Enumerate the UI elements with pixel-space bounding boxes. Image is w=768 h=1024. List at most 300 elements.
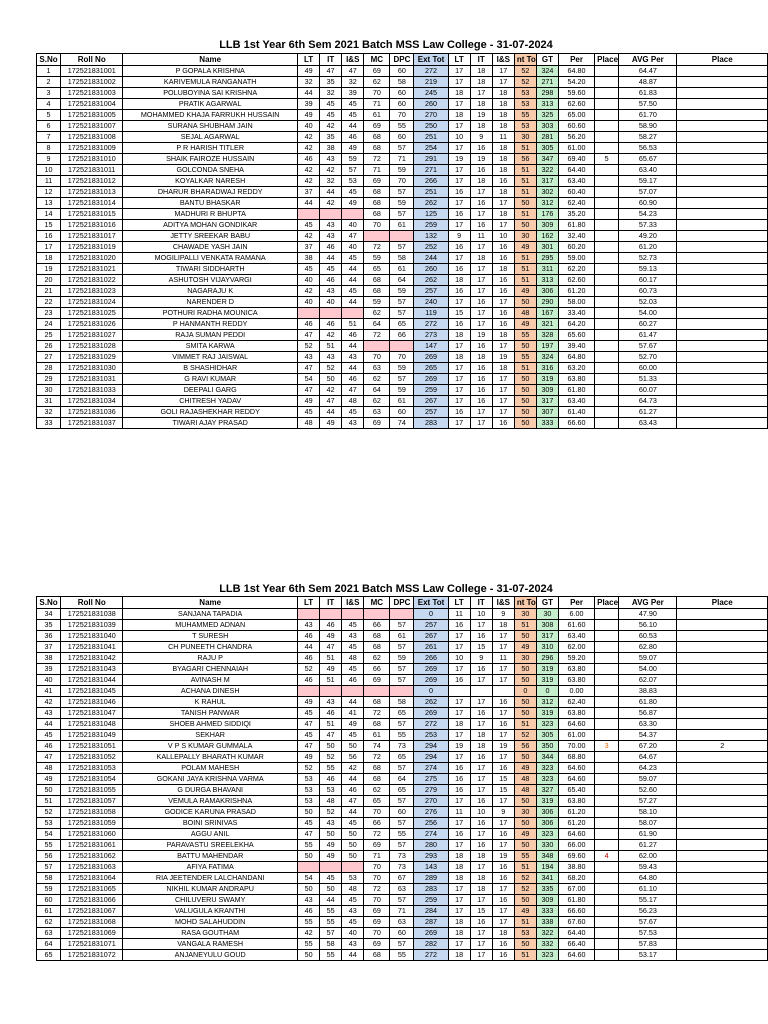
cell-ext-tot: 291	[414, 154, 448, 165]
cell-ext-lt: 52	[298, 763, 320, 774]
cell-gt: 309	[536, 220, 558, 231]
cell-avg-place: 2	[677, 741, 768, 752]
cell-sno: 19	[37, 264, 61, 275]
cell-place	[595, 697, 619, 708]
cell-ext-lt	[298, 609, 320, 620]
cell-int-lt: 17	[448, 385, 470, 396]
cell-sno: 55	[37, 840, 61, 851]
cell-ext-is: 50	[342, 829, 364, 840]
cell-ext-it: 57	[320, 928, 342, 939]
cell-avg-per: 64.80	[619, 873, 677, 884]
cell-int-lt: 16	[448, 675, 470, 686]
cell-avg-place	[677, 330, 768, 341]
cell-roll-no: 172521831054	[61, 774, 123, 785]
cell-gt: 0	[536, 686, 558, 697]
cell-place	[595, 774, 619, 785]
column-header-gt: GT	[536, 597, 558, 609]
cell-ext-mc: 70	[364, 895, 390, 906]
cell-int-it: 18	[470, 851, 492, 862]
cell-int-lt: 16	[448, 319, 470, 330]
cell-ext-mc: 70	[364, 873, 390, 884]
cell-ext-dpc: 57	[390, 895, 414, 906]
column-header-place: Place	[595, 54, 619, 66]
cell-int-it: 17	[470, 264, 492, 275]
cell-sno: 65	[37, 950, 61, 961]
table-row	[37, 231, 768, 242]
cell-ext-mc: 72	[364, 829, 390, 840]
cell-int-tot: 50	[514, 675, 536, 686]
cell-int-tot: 30	[514, 609, 536, 620]
table-row	[37, 763, 768, 774]
cell-gt: 317	[536, 176, 558, 187]
cell-gt: 311	[536, 264, 558, 275]
cell-int-it: 17	[470, 88, 492, 99]
cell-sno: 2	[37, 77, 61, 88]
table-row	[37, 308, 768, 319]
cell-roll-no: 172521831034	[61, 396, 123, 407]
cell-avg-place	[677, 77, 768, 88]
column-header-per: Per	[558, 597, 594, 609]
cell-roll-no: 172521831019	[61, 242, 123, 253]
cell-ext-mc: 68	[364, 950, 390, 961]
cell-ext-tot: 250	[414, 121, 448, 132]
table-row	[37, 198, 768, 209]
cell-int-lt: 16	[448, 286, 470, 297]
cell-int-tot: 56	[514, 154, 536, 165]
cell-gt: 271	[536, 77, 558, 88]
cell-roll-no: 172521831027	[61, 330, 123, 341]
cell-ext-dpc: 57	[390, 187, 414, 198]
cell-ext-mc: 68	[364, 719, 390, 730]
cell-int-it: 18	[470, 99, 492, 110]
cell-int-lt: 17	[448, 143, 470, 154]
cell-gt: 197	[536, 341, 558, 352]
cell-ext-tot: 257	[414, 286, 448, 297]
cell-per: 64.80	[558, 66, 594, 77]
cell-roll-no: 172521831046	[61, 697, 123, 708]
cell-ext-it: 49	[320, 664, 342, 675]
cell-ext-dpc: 60	[390, 88, 414, 99]
cell-int-lt: 11	[448, 609, 470, 620]
cell-ext-tot: 143	[414, 862, 448, 873]
cell-ext-mc: 65	[364, 264, 390, 275]
cell-avg-per: 61.27	[619, 407, 677, 418]
column-header-int-it: IT	[470, 597, 492, 609]
table-row	[37, 132, 768, 143]
cell-int-lt: 18	[448, 928, 470, 939]
cell-avg-per: 62.07	[619, 675, 677, 686]
cell-ext-lt: 46	[298, 154, 320, 165]
cell-ext-is: 45	[342, 730, 364, 741]
cell-gt: 348	[536, 851, 558, 862]
cell-ext-lt: 42	[298, 286, 320, 297]
cell-avg-per: 67.20	[619, 741, 677, 752]
cell-ext-lt: 42	[298, 176, 320, 187]
cell-place	[595, 374, 619, 385]
cell-gt: 319	[536, 374, 558, 385]
cell-ext-is: 42	[342, 763, 364, 774]
cell-int-is: 18	[492, 121, 514, 132]
cell-ext-mc: 69	[364, 840, 390, 851]
cell-avg-place	[677, 363, 768, 374]
cell-place	[595, 77, 619, 88]
cell-int-tot: 50	[514, 895, 536, 906]
cell-place	[595, 341, 619, 352]
cell-avg-place	[677, 286, 768, 297]
cell-per: 67.60	[558, 917, 594, 928]
cell-per: 61.80	[558, 895, 594, 906]
column-header-ext-dpc: DPC	[390, 597, 414, 609]
cell-ext-is: 44	[342, 297, 364, 308]
cell-ext-it: 44	[320, 895, 342, 906]
cell-name: K RAHUL	[123, 697, 298, 708]
cell-ext-mc: 61	[364, 110, 390, 121]
cell-int-tot: 51	[514, 264, 536, 275]
table-row	[37, 396, 768, 407]
table-row	[37, 154, 768, 165]
cell-ext-it: 43	[320, 231, 342, 242]
cell-int-it: 11	[470, 231, 492, 242]
cell-ext-is: 49	[342, 198, 364, 209]
cell-ext-is: 45	[342, 642, 364, 653]
cell-ext-dpc: 58	[390, 697, 414, 708]
cell-int-tot: 52	[514, 66, 536, 77]
cell-ext-it	[320, 862, 342, 873]
cell-ext-is: 53	[342, 873, 364, 884]
cell-per: 64.80	[558, 352, 594, 363]
cell-per: 61.00	[558, 730, 594, 741]
cell-int-lt: 18	[448, 862, 470, 873]
cell-ext-it: 32	[320, 176, 342, 187]
cell-ext-it: 58	[320, 939, 342, 950]
cell-name: SURANA SHUBHAM JAIN	[123, 121, 298, 132]
cell-ext-mc: 72	[364, 708, 390, 719]
table-row	[37, 275, 768, 286]
cell-ext-tot: 262	[414, 198, 448, 209]
cell-ext-it: 43	[320, 697, 342, 708]
cell-int-tot: 50	[514, 418, 536, 429]
cell-ext-is: 44	[342, 807, 364, 818]
cell-per: 66.60	[558, 418, 594, 429]
cell-int-tot: 50	[514, 697, 536, 708]
cell-avg-place	[677, 154, 768, 165]
cell-ext-lt: 54	[298, 873, 320, 884]
table-row	[37, 121, 768, 132]
cell-avg-place	[677, 220, 768, 231]
cell-int-lt: 17	[448, 697, 470, 708]
cell-ext-dpc: 57	[390, 818, 414, 829]
cell-ext-it: 47	[320, 730, 342, 741]
cell-name: MOGILIPALLI VENKATA RAMANA	[123, 253, 298, 264]
cell-avg-place	[677, 121, 768, 132]
cell-ext-dpc: 65	[390, 319, 414, 330]
column-header-roll-no: Roll No	[61, 54, 123, 66]
cell-int-tot: 55	[514, 851, 536, 862]
cell-name: SMITA KARWA	[123, 341, 298, 352]
table-row	[37, 752, 768, 763]
cell-gt: 313	[536, 275, 558, 286]
cell-ext-it: 50	[320, 884, 342, 895]
cell-avg-place	[677, 807, 768, 818]
cell-int-lt: 17	[448, 418, 470, 429]
cell-roll-no: 172521831015	[61, 209, 123, 220]
cell-int-tot: 53	[514, 88, 536, 99]
cell-ext-is	[342, 862, 364, 873]
cell-ext-it: 45	[320, 110, 342, 121]
cell-ext-tot: 272	[414, 66, 448, 77]
table-row	[37, 609, 768, 620]
cell-ext-is: 57	[342, 165, 364, 176]
cell-place	[595, 796, 619, 807]
cell-avg-place	[677, 950, 768, 961]
cell-int-is: 11	[492, 653, 514, 664]
cell-per: 59.00	[558, 253, 594, 264]
cell-roll-no: 172521831061	[61, 840, 123, 851]
cell-int-it: 16	[470, 796, 492, 807]
cell-gt: 317	[536, 396, 558, 407]
cell-ext-is: 40	[342, 220, 364, 231]
cell-int-is: 11	[492, 132, 514, 143]
cell-ext-dpc: 59	[390, 165, 414, 176]
cell-sno: 40	[37, 675, 61, 686]
cell-ext-is: 48	[342, 396, 364, 407]
cell-int-is: 17	[492, 675, 514, 686]
column-header-place: Place	[595, 597, 619, 609]
cell-place	[595, 664, 619, 675]
cell-int-is: 16	[492, 697, 514, 708]
cell-name: SEKHAR	[123, 730, 298, 741]
cell-int-lt: 17	[448, 297, 470, 308]
cell-ext-is: 59	[342, 154, 364, 165]
cell-roll-no: 172521831053	[61, 763, 123, 774]
cell-per: 61.80	[558, 385, 594, 396]
cell-ext-dpc: 73	[390, 851, 414, 862]
cell-ext-lt: 47	[298, 363, 320, 374]
cell-per: 35.20	[558, 209, 594, 220]
cell-ext-tot: 265	[414, 363, 448, 374]
cell-roll-no: 172521831029	[61, 352, 123, 363]
cell-sno: 42	[37, 697, 61, 708]
cell-ext-lt: 46	[298, 906, 320, 917]
cell-int-lt: 10	[448, 132, 470, 143]
cell-avg-place	[677, 851, 768, 862]
cell-ext-dpc: 60	[390, 407, 414, 418]
cell-int-it: 17	[470, 785, 492, 796]
cell-ext-is: 44	[342, 341, 364, 352]
cell-roll-no: 172521831063	[61, 862, 123, 873]
cell-ext-it: 46	[320, 774, 342, 785]
cell-roll-no: 172521831044	[61, 675, 123, 686]
cell-ext-is: 39	[342, 88, 364, 99]
cell-ext-lt: 45	[298, 264, 320, 275]
cell-gt: 309	[536, 895, 558, 906]
cell-ext-tot: 271	[414, 165, 448, 176]
cell-sno: 56	[37, 851, 61, 862]
cell-ext-mc	[364, 686, 390, 697]
cell-ext-it: 42	[320, 121, 342, 132]
cell-int-it: 10	[470, 807, 492, 818]
cell-ext-is: 46	[342, 132, 364, 143]
cell-ext-dpc: 55	[390, 121, 414, 132]
cell-int-it: 19	[470, 110, 492, 121]
cell-ext-mc: 70	[364, 862, 390, 873]
cell-sno: 29	[37, 374, 61, 385]
cell-int-tot: 50	[514, 664, 536, 675]
cell-ext-is: 45	[342, 620, 364, 631]
cell-ext-lt: 39	[298, 99, 320, 110]
cell-ext-tot: 240	[414, 297, 448, 308]
cell-roll-no: 172521831039	[61, 620, 123, 631]
cell-place	[595, 719, 619, 730]
cell-avg-place	[677, 198, 768, 209]
cell-ext-it: 55	[320, 917, 342, 928]
column-header-ext-tot: Ext Tot	[414, 597, 448, 609]
cell-avg-place	[677, 418, 768, 429]
cell-ext-tot: 253	[414, 730, 448, 741]
cell-int-tot: 53	[514, 121, 536, 132]
cell-int-tot: 56	[514, 741, 536, 752]
cell-name: CHITRESH YADAV	[123, 396, 298, 407]
cell-ext-tot: 251	[414, 187, 448, 198]
cell-ext-dpc: 57	[390, 642, 414, 653]
cell-ext-lt: 42	[298, 132, 320, 143]
cell-ext-is: 44	[342, 950, 364, 961]
cell-per: 65.60	[558, 330, 594, 341]
cell-int-lt: 17	[448, 752, 470, 763]
cell-ext-tot: 132	[414, 231, 448, 242]
cell-place	[595, 242, 619, 253]
cell-place	[595, 330, 619, 341]
cell-avg-place	[677, 609, 768, 620]
cell-int-it: 16	[470, 708, 492, 719]
cell-avg-place	[677, 165, 768, 176]
column-header-int-tot: nt To	[514, 54, 536, 66]
cell-place	[595, 308, 619, 319]
cell-per: 0.00	[558, 686, 594, 697]
cell-int-it: 17	[470, 286, 492, 297]
cell-ext-dpc: 59	[390, 198, 414, 209]
cell-int-tot: 55	[514, 330, 536, 341]
cell-ext-mc: 69	[364, 939, 390, 950]
table-row	[37, 66, 768, 77]
cell-sno: 18	[37, 253, 61, 264]
cell-avg-per: 57.83	[619, 939, 677, 950]
cell-ext-mc: 68	[364, 275, 390, 286]
cell-ext-lt: 38	[298, 253, 320, 264]
cell-avg-place	[677, 385, 768, 396]
cell-name: TANISH PANWAR	[123, 708, 298, 719]
cell-int-tot: 51	[514, 620, 536, 631]
cell-int-it: 18	[470, 352, 492, 363]
cell-ext-lt: 49	[298, 752, 320, 763]
cell-ext-is: 44	[342, 363, 364, 374]
table-row	[37, 730, 768, 741]
cell-int-is: 17	[492, 917, 514, 928]
cell-int-lt: 17	[448, 363, 470, 374]
cell-int-lt: 17	[448, 341, 470, 352]
cell-avg-per: 60.07	[619, 385, 677, 396]
cell-int-is: 16	[492, 242, 514, 253]
cell-avg-per: 57.27	[619, 796, 677, 807]
table-row	[37, 264, 768, 275]
cell-ext-is	[342, 609, 364, 620]
cell-ext-lt: 50	[298, 884, 320, 895]
cell-gt: 319	[536, 675, 558, 686]
cell-per: 63.80	[558, 664, 594, 675]
cell-ext-it: 44	[320, 253, 342, 264]
cell-ext-tot: 244	[414, 253, 448, 264]
cell-name: DHARUR BHARADWAJ REDDY	[123, 187, 298, 198]
cell-ext-is: 46	[342, 330, 364, 341]
cell-gt: 323	[536, 950, 558, 961]
cell-ext-it: 43	[320, 154, 342, 165]
cell-int-lt: 11	[448, 807, 470, 818]
cell-avg-per: 60.27	[619, 319, 677, 330]
cell-ext-mc: 72	[364, 752, 390, 763]
cell-place	[595, 631, 619, 642]
cell-avg-per: 57.50	[619, 99, 677, 110]
cell-ext-tot: 254	[414, 143, 448, 154]
cell-per: 63.80	[558, 708, 594, 719]
cell-place	[595, 187, 619, 198]
cell-name: POTHURI RADHA MOUNICA	[123, 308, 298, 319]
cell-place	[595, 807, 619, 818]
cell-avg-place	[677, 895, 768, 906]
cell-ext-lt: 55	[298, 840, 320, 851]
cell-name: JETTY SREEKAR BABU	[123, 231, 298, 242]
cell-name: MOHD SALAHUDDIN	[123, 917, 298, 928]
cell-int-tot: 50	[514, 818, 536, 829]
cell-avg-place	[677, 264, 768, 275]
cell-avg-per: 56.10	[619, 620, 677, 631]
cell-ext-mc: 70	[364, 807, 390, 818]
cell-place	[595, 352, 619, 363]
cell-int-is: 15	[492, 785, 514, 796]
cell-int-lt: 9	[448, 231, 470, 242]
table-row	[37, 176, 768, 187]
cell-avg-place	[677, 407, 768, 418]
cell-place	[595, 231, 619, 242]
cell-int-lt: 18	[448, 950, 470, 961]
cell-place	[595, 829, 619, 840]
cell-avg-per: 60.53	[619, 631, 677, 642]
cell-sno: 45	[37, 730, 61, 741]
cell-place	[595, 319, 619, 330]
cell-name: VANGALA RAMESH	[123, 939, 298, 950]
cell-ext-mc: 61	[364, 730, 390, 741]
cell-name: GOLI RAJASHEKHAR REDDY	[123, 407, 298, 418]
cell-ext-lt: 47	[298, 330, 320, 341]
cell-ext-dpc: 59	[390, 286, 414, 297]
cell-name: SHAIK FAIROZE HUSSAIN	[123, 154, 298, 165]
cell-int-lt: 16	[448, 763, 470, 774]
cell-avg-per: 59.43	[619, 862, 677, 873]
cell-ext-is: 44	[342, 275, 364, 286]
header-row	[37, 54, 768, 66]
cell-ext-lt: 47	[298, 385, 320, 396]
cell-per: 61.20	[558, 807, 594, 818]
cell-int-it: 17	[470, 763, 492, 774]
cell-gt: 321	[536, 319, 558, 330]
cell-ext-lt: 50	[298, 807, 320, 818]
cell-avg-place	[677, 352, 768, 363]
cell-sno: 13	[37, 198, 61, 209]
cell-name: ANJANEYULU GOUD	[123, 950, 298, 961]
cell-int-is: 16	[492, 253, 514, 264]
cell-int-lt: 17	[448, 198, 470, 209]
cell-ext-it: 46	[320, 708, 342, 719]
cell-gt: 325	[536, 110, 558, 121]
